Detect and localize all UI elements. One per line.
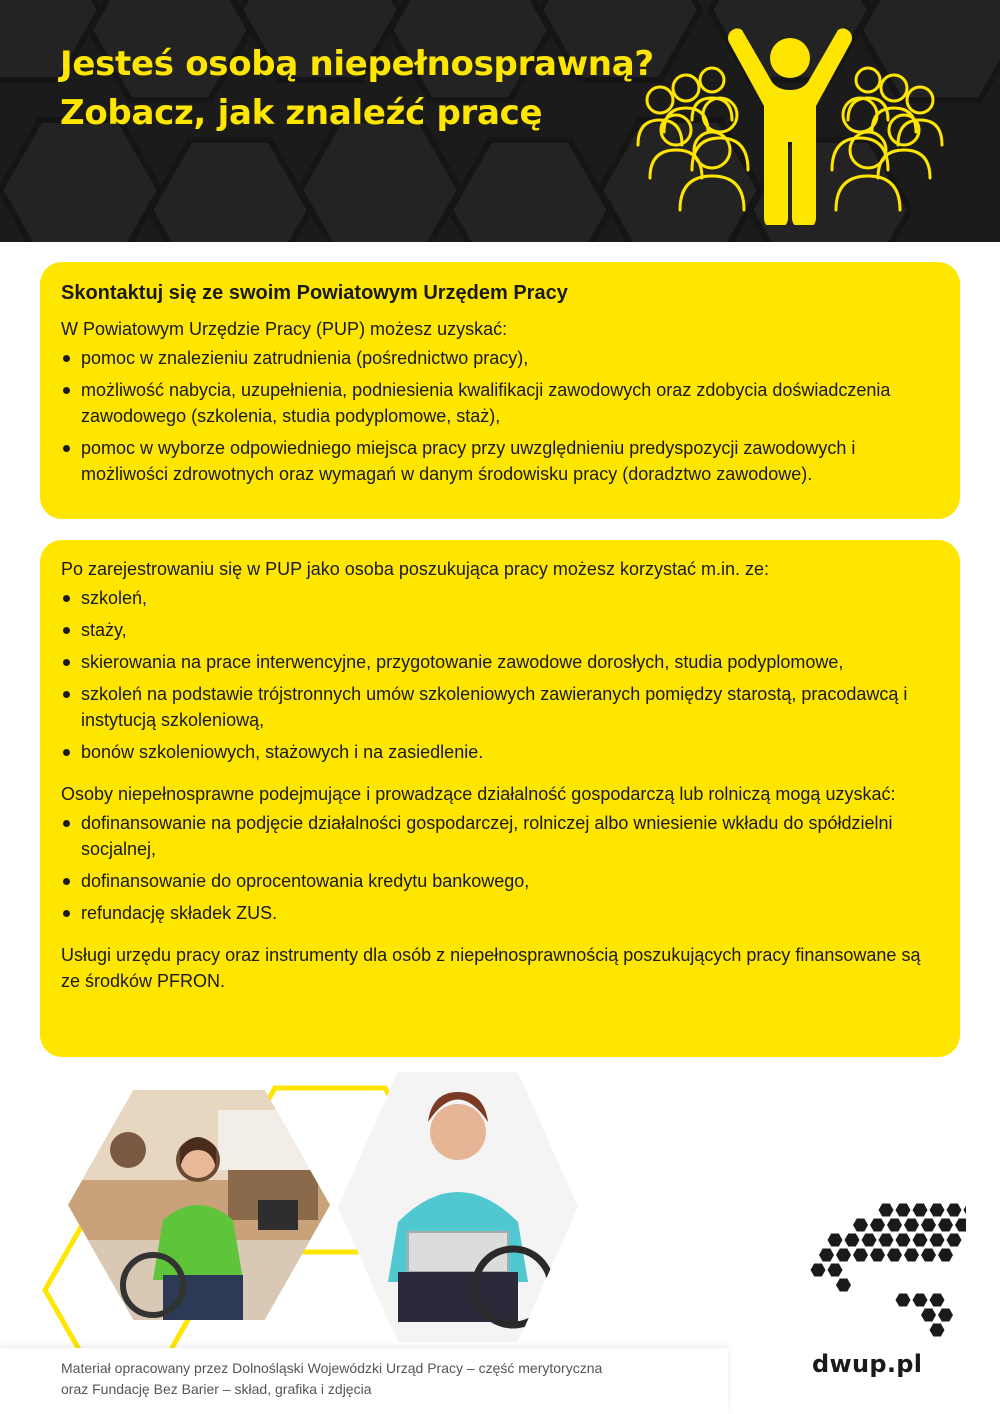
pup-contact-heading: Skontaktuj się ze swoim Powiatowym Urzędem Pracy: [61, 282, 568, 304]
logo-hexagon-dot: [947, 1204, 962, 1217]
registered-benefits-intro: Po zarejestrowaniu się w PUP jako osoba poszukująca pracy możesz korzystać m.in. ze:: [61, 559, 769, 579]
business-support-list: [61, 810, 936, 926]
header-banner: [0, 0, 1000, 242]
logo-hexagon-dot: [921, 1219, 936, 1232]
logo-hexagon-dot: [896, 1294, 911, 1307]
logo-hexagon-dot: [938, 1309, 953, 1322]
credits-line-1: Materiał opracowany przez Dolnośląski Wojewódzki Urząd Pracy – część merytoryczna: [61, 1360, 603, 1376]
logo-hexagon-dot: [845, 1234, 860, 1247]
logo-hexagon-dot: [811, 1264, 826, 1277]
pfron-funding-note: Usługi urzędu pracy oraz instrumenty dla osób z niepełnosprawnością poszukujących pracy finansowane są ze środków PFRON.: [61, 945, 921, 991]
photo-collage: [0, 1060, 620, 1350]
logo-hexagon-dot: [887, 1219, 902, 1232]
dwup-hexagon-logo-icon: [806, 1200, 966, 1340]
list-item: pomoc w znalezieniu zatrudnienia (pośrednictwo pracy),: [61, 345, 936, 371]
list-item: refundację składek ZUS.: [61, 900, 936, 926]
logo-hexagon-dot: [870, 1249, 885, 1262]
logo-hexagon-dot: [887, 1249, 902, 1262]
logo-hexagon-dot: [964, 1204, 967, 1217]
list-item: staży,: [61, 617, 936, 643]
business-support-intro: Osoby niepełnosprawne podejmujące i prowadzące działalność gospodarczą lub rolniczą mogą uzyskać:: [61, 784, 896, 804]
credits-note: [0, 1348, 728, 1414]
logo-hexagon-dot: [955, 1219, 966, 1232]
page-title-line-2: Zobacz, jak znaleźć pracę: [60, 93, 543, 133]
list-item: bonów szkoleniowych, stażowych i na zasiedlenie.: [61, 739, 936, 765]
logo-hexagon-dot: [853, 1249, 868, 1262]
logo-hexagon-dot: [896, 1234, 911, 1247]
page-title: [60, 40, 680, 138]
registered-benefits-list: [61, 585, 936, 765]
logo-hexagon-dot: [913, 1204, 928, 1217]
logo-hexagon-dot: [862, 1234, 877, 1247]
logo-hexagon-dot: [913, 1234, 928, 1247]
logo-hexagon-dot: [828, 1264, 843, 1277]
list-item: pomoc w wyborze odpowiedniego miejsca pracy przy uwzględnieniu predyspozycji zawodowych i możliwości zdrowotnych oraz wymagań w danym środowisku pracy (doradztwo zawodowe).: [61, 435, 936, 487]
pup-services-list: [61, 345, 936, 487]
list-item: dofinansowanie do oprocentowania kredytu bankowego,: [61, 868, 936, 894]
logo-hexagon-dot: [870, 1219, 885, 1232]
page-title-line-1: Jesteś osobą niepełnosprawną?: [60, 44, 654, 84]
credits-line-2: oraz Fundację Bez Barier – skład, grafika i zdjęcia: [61, 1381, 372, 1397]
logo-hexagon-dot: [930, 1234, 945, 1247]
logo-hexagon-dot: [921, 1249, 936, 1262]
logo-hexagon-dot: [938, 1219, 953, 1232]
pup-services-intro: W Powiatowym Urzędzie Pracy (PUP) możesz uzyskać:: [61, 319, 508, 339]
logo-hexagon-dot: [947, 1234, 962, 1247]
logo-hexagon-dot: [921, 1309, 936, 1322]
dwup-logo-text: dwup.pl: [812, 1350, 923, 1378]
logo-hexagon-dot: [836, 1279, 851, 1292]
logo-hexagon-dot: [904, 1219, 919, 1232]
list-item: szkoleń,: [61, 585, 936, 611]
logo-hexagon-dot: [836, 1249, 851, 1262]
pup-contact-panel: [40, 262, 960, 519]
list-item: dofinansowanie na podjęcie działalności gospodarczej, rolniczej albo wniesienie wkładu do spółdzielni socjalnej,: [61, 810, 936, 862]
logo-hexagon-dot: [828, 1234, 843, 1247]
logo-hexagon-dot: [896, 1204, 911, 1217]
logo-hexagon-dot: [913, 1294, 928, 1307]
registered-benefits-panel: [40, 540, 960, 1057]
list-item: możliwość nabycia, uzupełnienia, podniesienia kwalifikacji zawodowych oraz zdobycia doświadczenia zawodowego (szkolenia, studia podyplomowe, staż),: [61, 377, 936, 429]
logo-hexagon-dot: [819, 1249, 834, 1262]
logo-hexagon-dot: [853, 1219, 868, 1232]
logo-hexagon-dot: [879, 1234, 894, 1247]
logo-hexagon-dot: [938, 1249, 953, 1262]
logo-hexagon-dot: [930, 1204, 945, 1217]
cheering-person-crowd-icon: [630, 20, 950, 225]
logo-hexagon-dot: [879, 1204, 894, 1217]
list-item: skierowania na prace interwencyjne, przygotowanie zawodowe dorosłych, studia podyplomowe,: [61, 649, 936, 675]
list-item: szkoleń na podstawie trójstronnych umów szkoleniowych zawieranych pomiędzy starostą, pracodawcą i instytucją szkoleniową,: [61, 681, 936, 733]
logo-hexagon-dot: [930, 1294, 945, 1307]
logo-hexagon-dot: [904, 1249, 919, 1262]
logo-hexagon-dot: [930, 1324, 945, 1337]
